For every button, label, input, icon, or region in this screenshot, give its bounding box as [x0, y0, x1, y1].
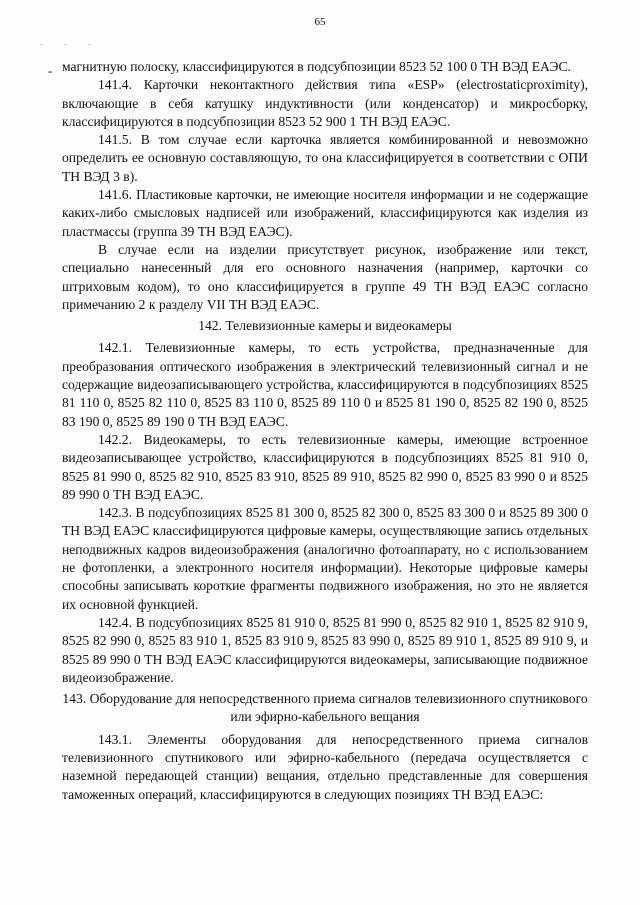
scan-mark: -	[48, 63, 53, 78]
paragraph: 141.6. Пластиковые карточки, не имеющие носителя информации и не содержащие каких-либо смысловых надписей или изображений, классифицируются как изделия из пластмассы (группа 39 ТН ВЭД ЕАЭС).	[62, 187, 588, 239]
page-number: 65	[314, 16, 326, 28]
paragraph: 141.5. В том случае если карточка является комбинированной и невозможно определить ее основную составляющую, то она классифицируется в соответствии с ОПИ ТН ВЭД 3 в).	[62, 132, 588, 184]
document-body	[62, 58, 588, 804]
paragraph: 141.4. Карточки неконтактного действия типа «ESP» (electrostaticproximity), включающие в себя катушку индуктивности (или конденсатор) и микросборку, классифицируются в подсубпозиции 8523 52 900 1 ТН ВЭД ЕАЭС.	[62, 77, 588, 129]
paragraph: 142.2. Видеокамеры, то есть телевизионные камеры, имеющие встроенное видеозаписывающее устройство, классифицируются в подсубпозициях 8525 81 910 0, 8525 81 990 0, 8525 82 910, 8525 83 910, 8525 89 910, 8525 82 990 0, 8525 83 990 0 и 8525 89 990 0 ТН ВЭД ЕАЭС.	[62, 431, 588, 502]
section-heading: 142. Телевизионные камеры и видеокамеры	[198, 318, 452, 334]
paragraph: 142.3. В подсубпозициях 8525 81 300 0, 8525 82 300 0, 8525 83 300 0 и 8525 89 300 0 ТН ВЭД ЕАЭС классифицируются цифровые камеры, осуществляющие запись отдельных неподвижных кадров видеоизображения (аналогично фотоаппарату, но с использованием не фотопленки, а электронного носителя информации). Некоторые цифровые камеры способны записывать короткие фрагменты подвижного изображения, но это не является их основной функцией.	[62, 505, 588, 612]
paragraph: В случае если на изделии присутствует рисунок, изображение или текст, специально нанесенный для его основного назначения (например, карточки со штриховым кодом), то оно классифицируется в группе 49 ТН ВЭД ЕАЭС согласно примечанию 2 к разделу VII ТН ВЭД ЕАЭС.	[62, 241, 588, 312]
paragraph: 143.1. Элементы оборудования для непосредственного приема сигналов телевизионного спутникового или эфирно-кабельного (передача осуществляется с наземной передающей станции) вещания, отдельно представленные для совершения таможенных операций, классифицируются в следующих позициях ТН ВЭД ЕАЭС:	[62, 731, 588, 802]
paragraph: 142.4. В подсубпозициях 8525 81 910 0, 8525 81 990 0, 8525 82 910 1, 8525 82 910 9, 8525 82 990 0, 8525 83 910 1, 8525 83 910 9, 8525 83 990 0, 8525 89 910 1, 8525 89 910 9, и 8525 89 990 0 ТН ВЭД ЕАЭС классифицируются видеокамеры, записывающие подвижное видеоизображение.	[62, 614, 588, 685]
scan-specks: . . .	[40, 38, 100, 47]
section-heading: 143. Оборудование для непосредственного приема сигналов телевизионного спутникового или эфирно-кабельного вещания	[62, 691, 588, 725]
paragraph: магнитную полоску, классифицируются в подсубпозиции 8523 52 100 0 ТН ВЭД ЕАЭС.	[62, 59, 571, 74]
paragraph: 142.1. Телевизионные камеры, то есть устройства, предназначенные для преобразования оптического изображения в электрический телевизионный сигнал и не содержащие видеозаписывающего устройства, классифицируются в подсубпозициях 8525 81 110 0, 8525 82 110 0, 8525 83 110 0, 8525 89 110 0 и 8525 81 190 0, 8525 82 190 0, 8525 83 190 0, 8525 89 190 0 ТН ВЭД ЕАЭС.	[62, 340, 588, 429]
